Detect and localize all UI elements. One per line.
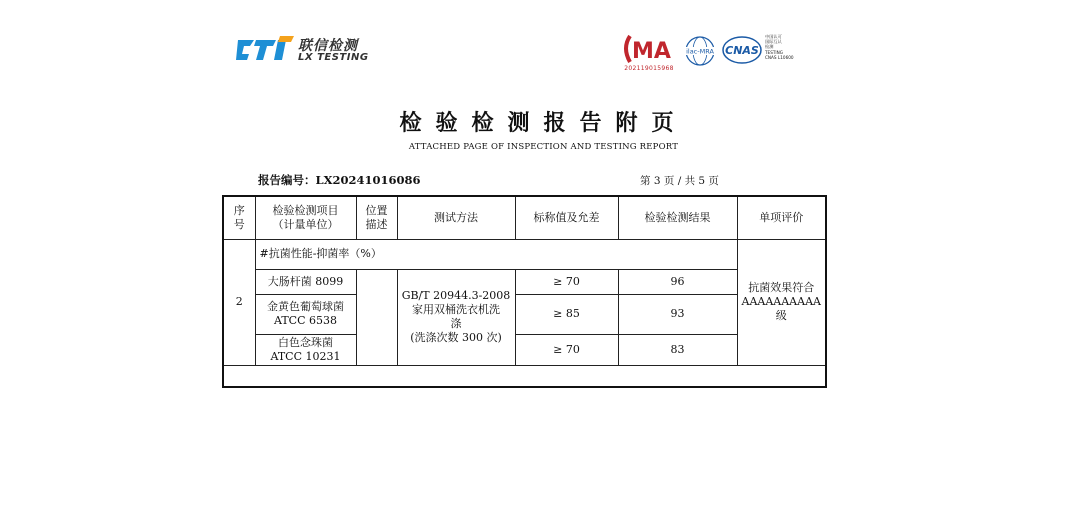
empty-row xyxy=(223,365,826,387)
standard-cell: ≥ 70 xyxy=(515,334,618,365)
cma-number: 202119015968 xyxy=(624,65,674,72)
position-cell xyxy=(356,269,397,365)
page-info: 第 3 页 / 共 5 页 xyxy=(640,175,719,187)
table-row xyxy=(223,294,826,334)
logo-english-name: LX TESTING xyxy=(298,52,369,63)
certification-marks xyxy=(620,32,810,74)
report-title-chinese: 检验检测报告附页 xyxy=(399,110,688,136)
header-result: 检验检测结果 xyxy=(618,196,737,239)
cnas-caption: 中国认可 国际互认 检测 TESTING CNAS L10600 xyxy=(765,34,794,60)
standard-cell: ≥ 85 xyxy=(515,294,618,334)
header-method: 测试方法 xyxy=(397,196,515,239)
result-cell: 83 xyxy=(618,334,737,365)
logo-chinese-name: 联信检测 xyxy=(298,38,358,54)
group-title: #抗菌性能-抑菌率（%） xyxy=(255,239,737,269)
group-title-row xyxy=(223,239,826,269)
results-table xyxy=(222,195,827,388)
item-cell: 大肠杆菌 8099 xyxy=(255,269,356,294)
table-row xyxy=(223,334,826,365)
lti-logo-icon xyxy=(236,36,296,64)
report-number: 报告编号：LX20241016086 xyxy=(258,173,421,187)
company-logo xyxy=(236,34,376,70)
header-position: 位置 描述 xyxy=(356,196,397,239)
header-item: 检验检测项目 （计量单位） xyxy=(255,196,356,239)
header-standard: 标称值及允差 xyxy=(515,196,618,239)
table-header-row xyxy=(223,196,826,239)
ilac-mra-icon xyxy=(682,36,718,66)
svg-text:MA: MA xyxy=(632,39,671,64)
table-row xyxy=(223,269,826,294)
report-title-english: ATTACHED PAGE OF INSPECTION AND TESTING REPORT xyxy=(408,142,679,152)
cnas-icon xyxy=(722,35,762,65)
item-cell: 金黄色葡萄球菌 ATCC 6538 xyxy=(255,294,356,334)
svg-text:ilac-MRA: ilac-MRA xyxy=(686,47,714,56)
method-cell: GB/T 20944.3-2008 家用双桶洗衣机洗 涤 (洗涤次数 300 次) xyxy=(397,269,515,365)
header-evaluation: 单项评价 xyxy=(737,196,826,239)
empty-cell xyxy=(223,365,826,387)
result-cell: 93 xyxy=(618,294,737,334)
header-seq: 序 号 xyxy=(223,196,255,239)
result-cell: 96 xyxy=(618,269,737,294)
item-cell: 白色念珠菌 ATCC 10231 xyxy=(255,334,356,365)
evaluation-cell: 抗菌效果符合 AAAAAAAAAA 级 xyxy=(737,239,826,365)
svg-text:CNAS: CNAS xyxy=(725,44,759,57)
seq-cell: 2 xyxy=(223,239,255,365)
standard-cell: ≥ 70 xyxy=(515,269,618,294)
